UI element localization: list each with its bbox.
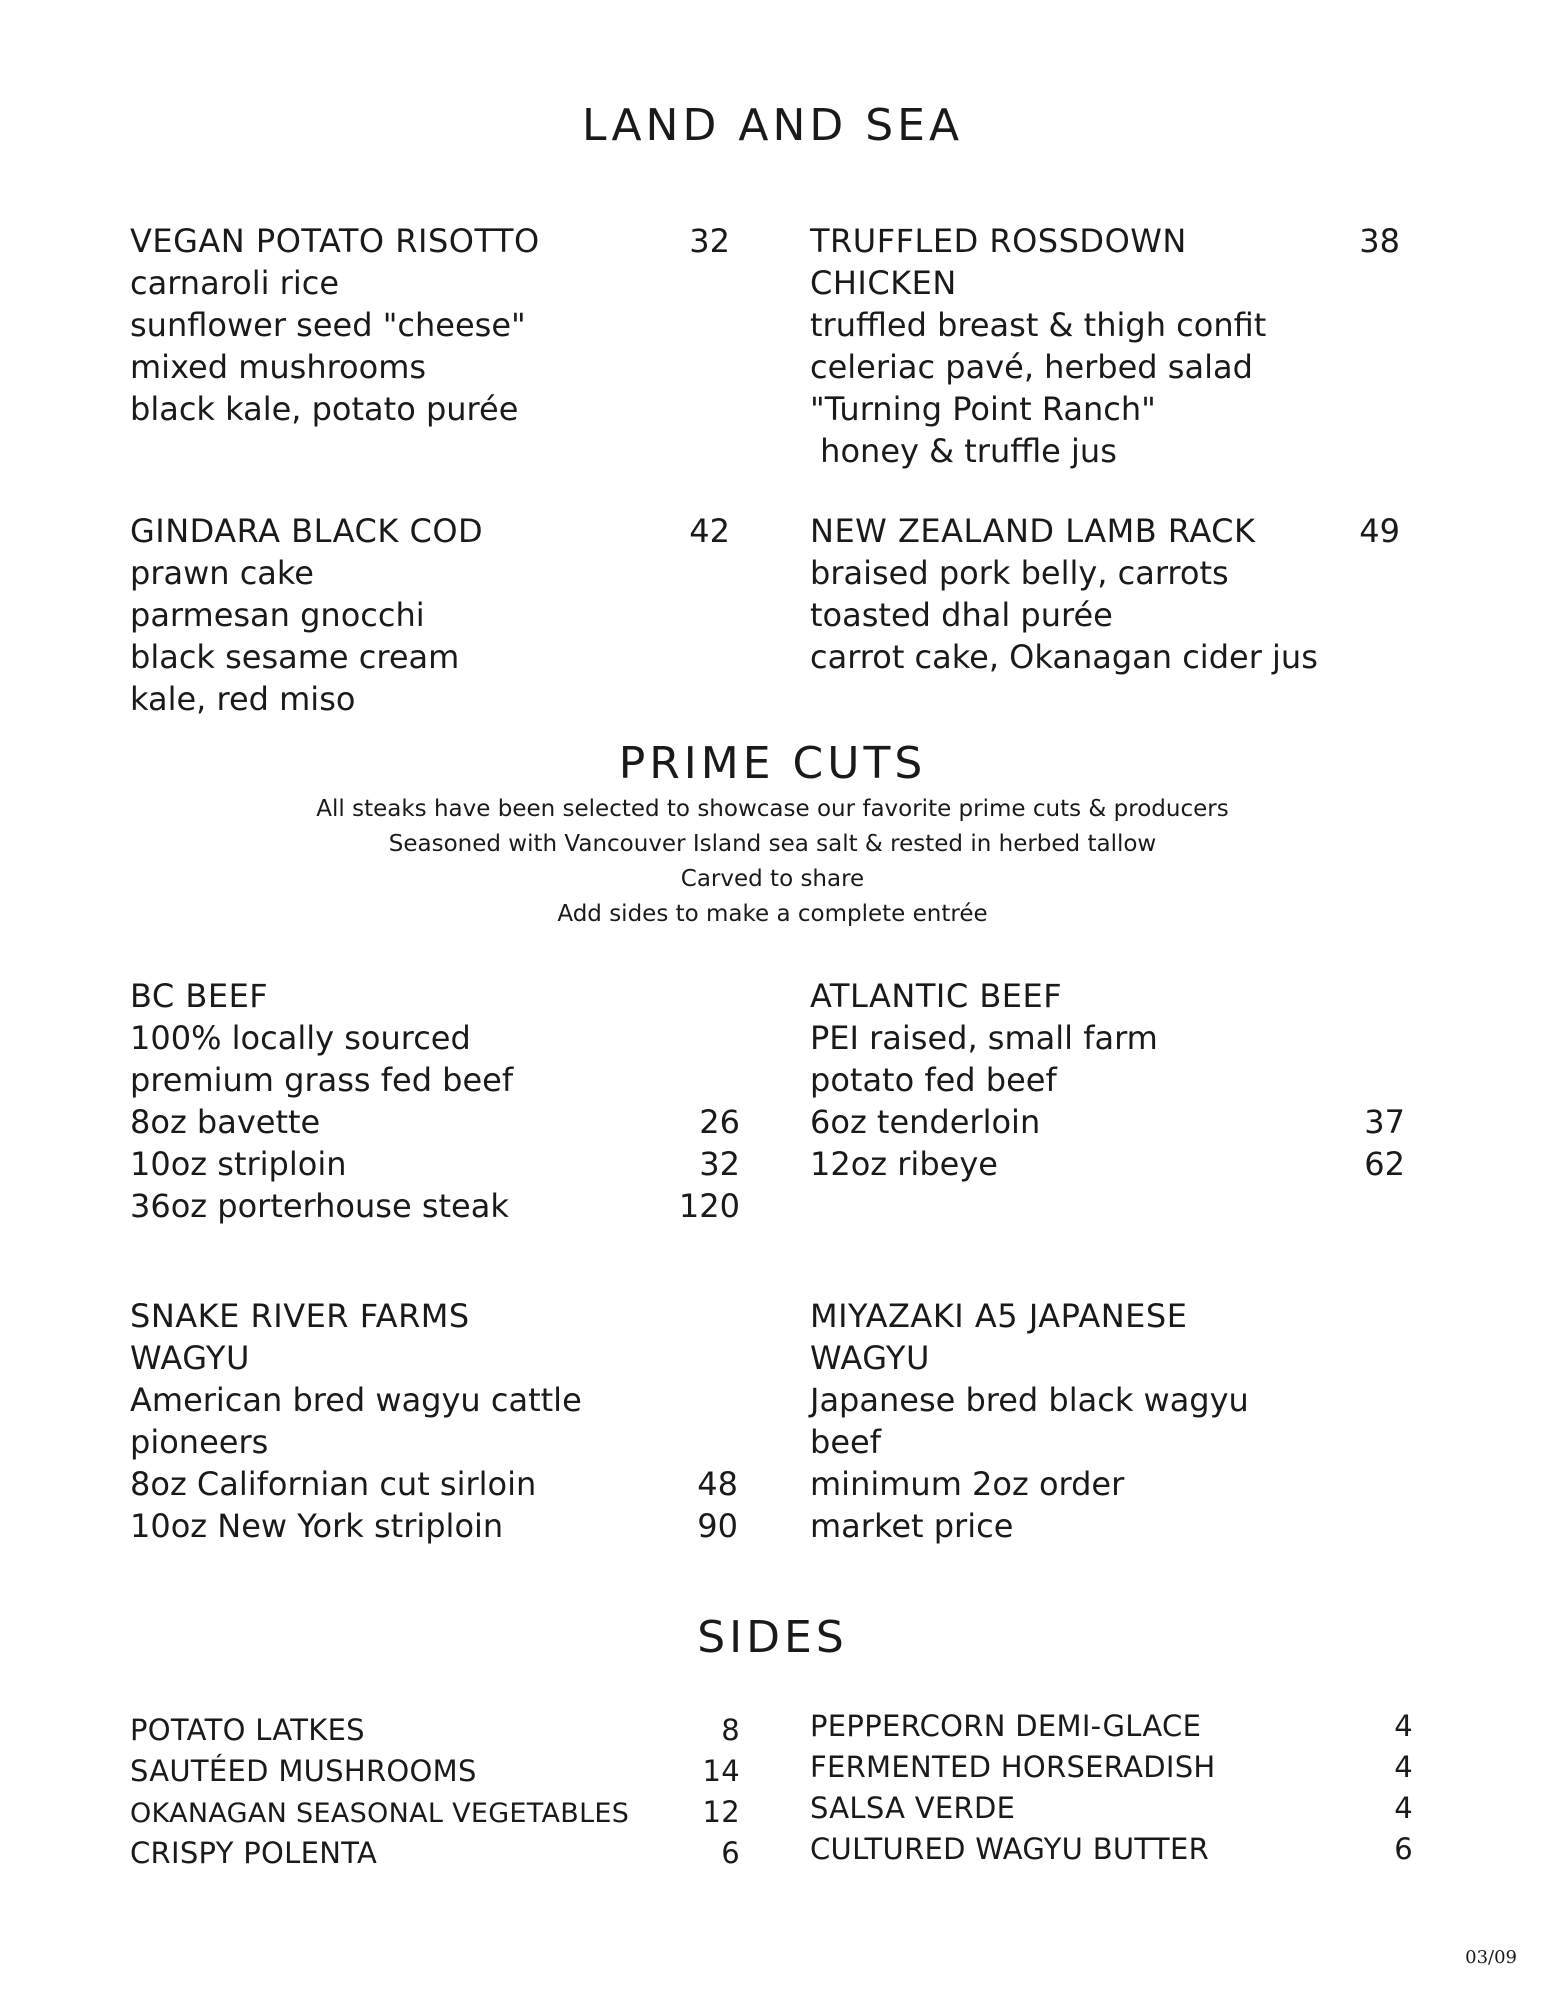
sides-list-left (130, 1710, 740, 1874)
side-label: OKANAGAN SEASONAL VEGETABLES (130, 1798, 630, 1829)
side-price: 8 (721, 1713, 740, 1747)
group-name: BC BEEF (130, 977, 269, 1015)
item-description-line: toasted dhal purée (810, 596, 1113, 634)
side-price: 12 (702, 1795, 740, 1829)
side-price: 6 (1394, 1832, 1413, 1866)
side-price: 4 (1394, 1709, 1413, 1743)
cut-row (810, 1101, 1405, 1143)
group-description-line: potato fed beef (810, 1061, 1057, 1099)
side-item (130, 1833, 740, 1874)
sides-title: SIDES (697, 1612, 848, 1663)
cut-label: 36oz porterhouse steak (130, 1187, 509, 1225)
cut-row (130, 1505, 738, 1547)
item-description-line: prawn cake (130, 554, 314, 592)
group-description-line: market price (810, 1507, 1014, 1545)
group-name: MIYAZAKI A5 JAPANESE (810, 1297, 1188, 1335)
item-price: 42 (689, 512, 730, 550)
item-description-line: braised pork belly, carrots (810, 554, 1229, 592)
cut-label: 12oz ribeye (810, 1145, 998, 1183)
group-description-line: PEI raised, small farm (810, 1019, 1158, 1057)
cut-label: 10oz striploin (130, 1145, 347, 1183)
cut-label: 10oz New York striploin (130, 1507, 504, 1545)
side-label: CULTURED WAGYU BUTTER (810, 1832, 1210, 1866)
group-description-line: pioneers (130, 1423, 269, 1461)
cut-label: 8oz Californian cut sirloin (130, 1465, 537, 1503)
cut-price: 37 (1364, 1103, 1405, 1141)
item-description-line: black kale, potato purée (130, 390, 519, 428)
land-and-sea-title: LAND AND SEA (581, 100, 964, 151)
prime-group-miyazaki-a5-wagyu (810, 1295, 1405, 1547)
page-number: 03/09 (1465, 1947, 1517, 1968)
item-description-line: sunflower seed "cheese" (130, 306, 526, 344)
item-description-line: kale, red miso (130, 680, 356, 718)
cut-label: 8oz bavette (130, 1103, 321, 1141)
item-description-line: parmesan gnocchi (130, 596, 425, 634)
side-item (130, 1751, 740, 1792)
side-label: SALSA VERDE (810, 1791, 1016, 1825)
side-label: SAUTÉED MUSHROOMS (130, 1754, 477, 1788)
cut-price: 48 (697, 1465, 738, 1503)
side-item (810, 1829, 1413, 1870)
side-label: CRISPY POLENTA (130, 1836, 378, 1870)
item-price: 32 (689, 222, 730, 260)
side-item (130, 1710, 740, 1751)
item-description-line: "Turning Point Ranch" (810, 390, 1156, 428)
side-item (810, 1788, 1413, 1829)
item-price: 49 (1359, 512, 1400, 550)
menu-item-truffled-rossdown-chicken (810, 220, 1400, 472)
cut-price: 120 (678, 1187, 740, 1225)
prime-group-atlantic-beef (810, 975, 1405, 1185)
prime-group-snake-river-farms-wagyu (130, 1295, 738, 1547)
group-name: SNAKE RIVER FARMS (130, 1297, 470, 1335)
side-label: FERMENTED HORSERADISH (810, 1750, 1216, 1784)
item-name: CHICKEN (810, 264, 957, 302)
intro-line: Carved to share (680, 866, 865, 892)
side-label: POTATO LATKES (130, 1713, 365, 1747)
item-description-line: mixed mushrooms (130, 348, 427, 386)
side-price: 14 (702, 1754, 740, 1788)
cut-price: 32 (699, 1145, 740, 1183)
item-description-line: black sesame cream (130, 638, 460, 676)
group-description-line: American bred wagyu cattle (130, 1381, 582, 1419)
cut-label: 6oz tenderloin (810, 1103, 1041, 1141)
item-description-line: carnaroli rice (130, 264, 339, 302)
group-name: WAGYU (810, 1339, 930, 1377)
side-item (130, 1792, 740, 1833)
side-item (810, 1747, 1413, 1788)
item-description-line: celeriac pavé, herbed salad (810, 348, 1253, 386)
cut-row (130, 1463, 738, 1505)
cut-row (130, 1101, 740, 1143)
group-description-line: beef (810, 1423, 881, 1461)
prime-cuts-intro (0, 792, 1545, 932)
item-description-line: truffled breast & thigh confit (810, 306, 1267, 344)
side-price: 4 (1394, 1750, 1413, 1784)
cut-price: 62 (1364, 1145, 1405, 1183)
group-description-line: 100% locally sourced (130, 1019, 471, 1057)
item-name: TRUFFLED ROSSDOWN (810, 222, 1187, 260)
cut-price: 26 (699, 1103, 740, 1141)
cut-price: 90 (697, 1507, 738, 1545)
side-price: 6 (721, 1836, 740, 1870)
item-description-line: carrot cake, Okanagan cider jus (810, 638, 1318, 676)
menu-item-vegan-potato-risotto (130, 220, 730, 430)
sides-list-right (810, 1706, 1413, 1870)
group-name: WAGYU (130, 1339, 250, 1377)
item-name: NEW ZEALAND LAMB RACK (810, 512, 1256, 550)
side-item (810, 1706, 1413, 1747)
side-price: 4 (1394, 1791, 1413, 1825)
group-name: ATLANTIC BEEF (810, 977, 1063, 1015)
intro-line: Seasoned with Vancouver Island sea salt & rested in herbed tallow (388, 831, 1157, 857)
side-label: PEPPERCORN DEMI-GLACE (810, 1709, 1202, 1743)
group-description-line: minimum 2oz order (810, 1465, 1125, 1503)
menu-item-new-zealand-lamb-rack (810, 510, 1400, 678)
item-description-line: honey & truffle jus (810, 432, 1117, 470)
cut-row (130, 1185, 740, 1227)
item-name: GINDARA BLACK COD (130, 512, 484, 550)
group-description-line: premium grass fed beef (130, 1061, 514, 1099)
intro-line: Add sides to make a complete entrée (557, 901, 988, 927)
prime-cuts-title: PRIME CUTS (618, 738, 927, 789)
intro-line: All steaks have been selected to showcase our favorite prime cuts & producers (316, 796, 1229, 822)
cut-row (810, 1143, 1405, 1185)
item-price: 38 (1359, 222, 1400, 260)
menu-item-gindara-black-cod (130, 510, 730, 720)
item-name: VEGAN POTATO RISOTTO (130, 222, 540, 260)
cut-row (130, 1143, 740, 1185)
prime-group-bc-beef (130, 975, 740, 1227)
group-description-line: Japanese bred black wagyu (810, 1381, 1249, 1419)
